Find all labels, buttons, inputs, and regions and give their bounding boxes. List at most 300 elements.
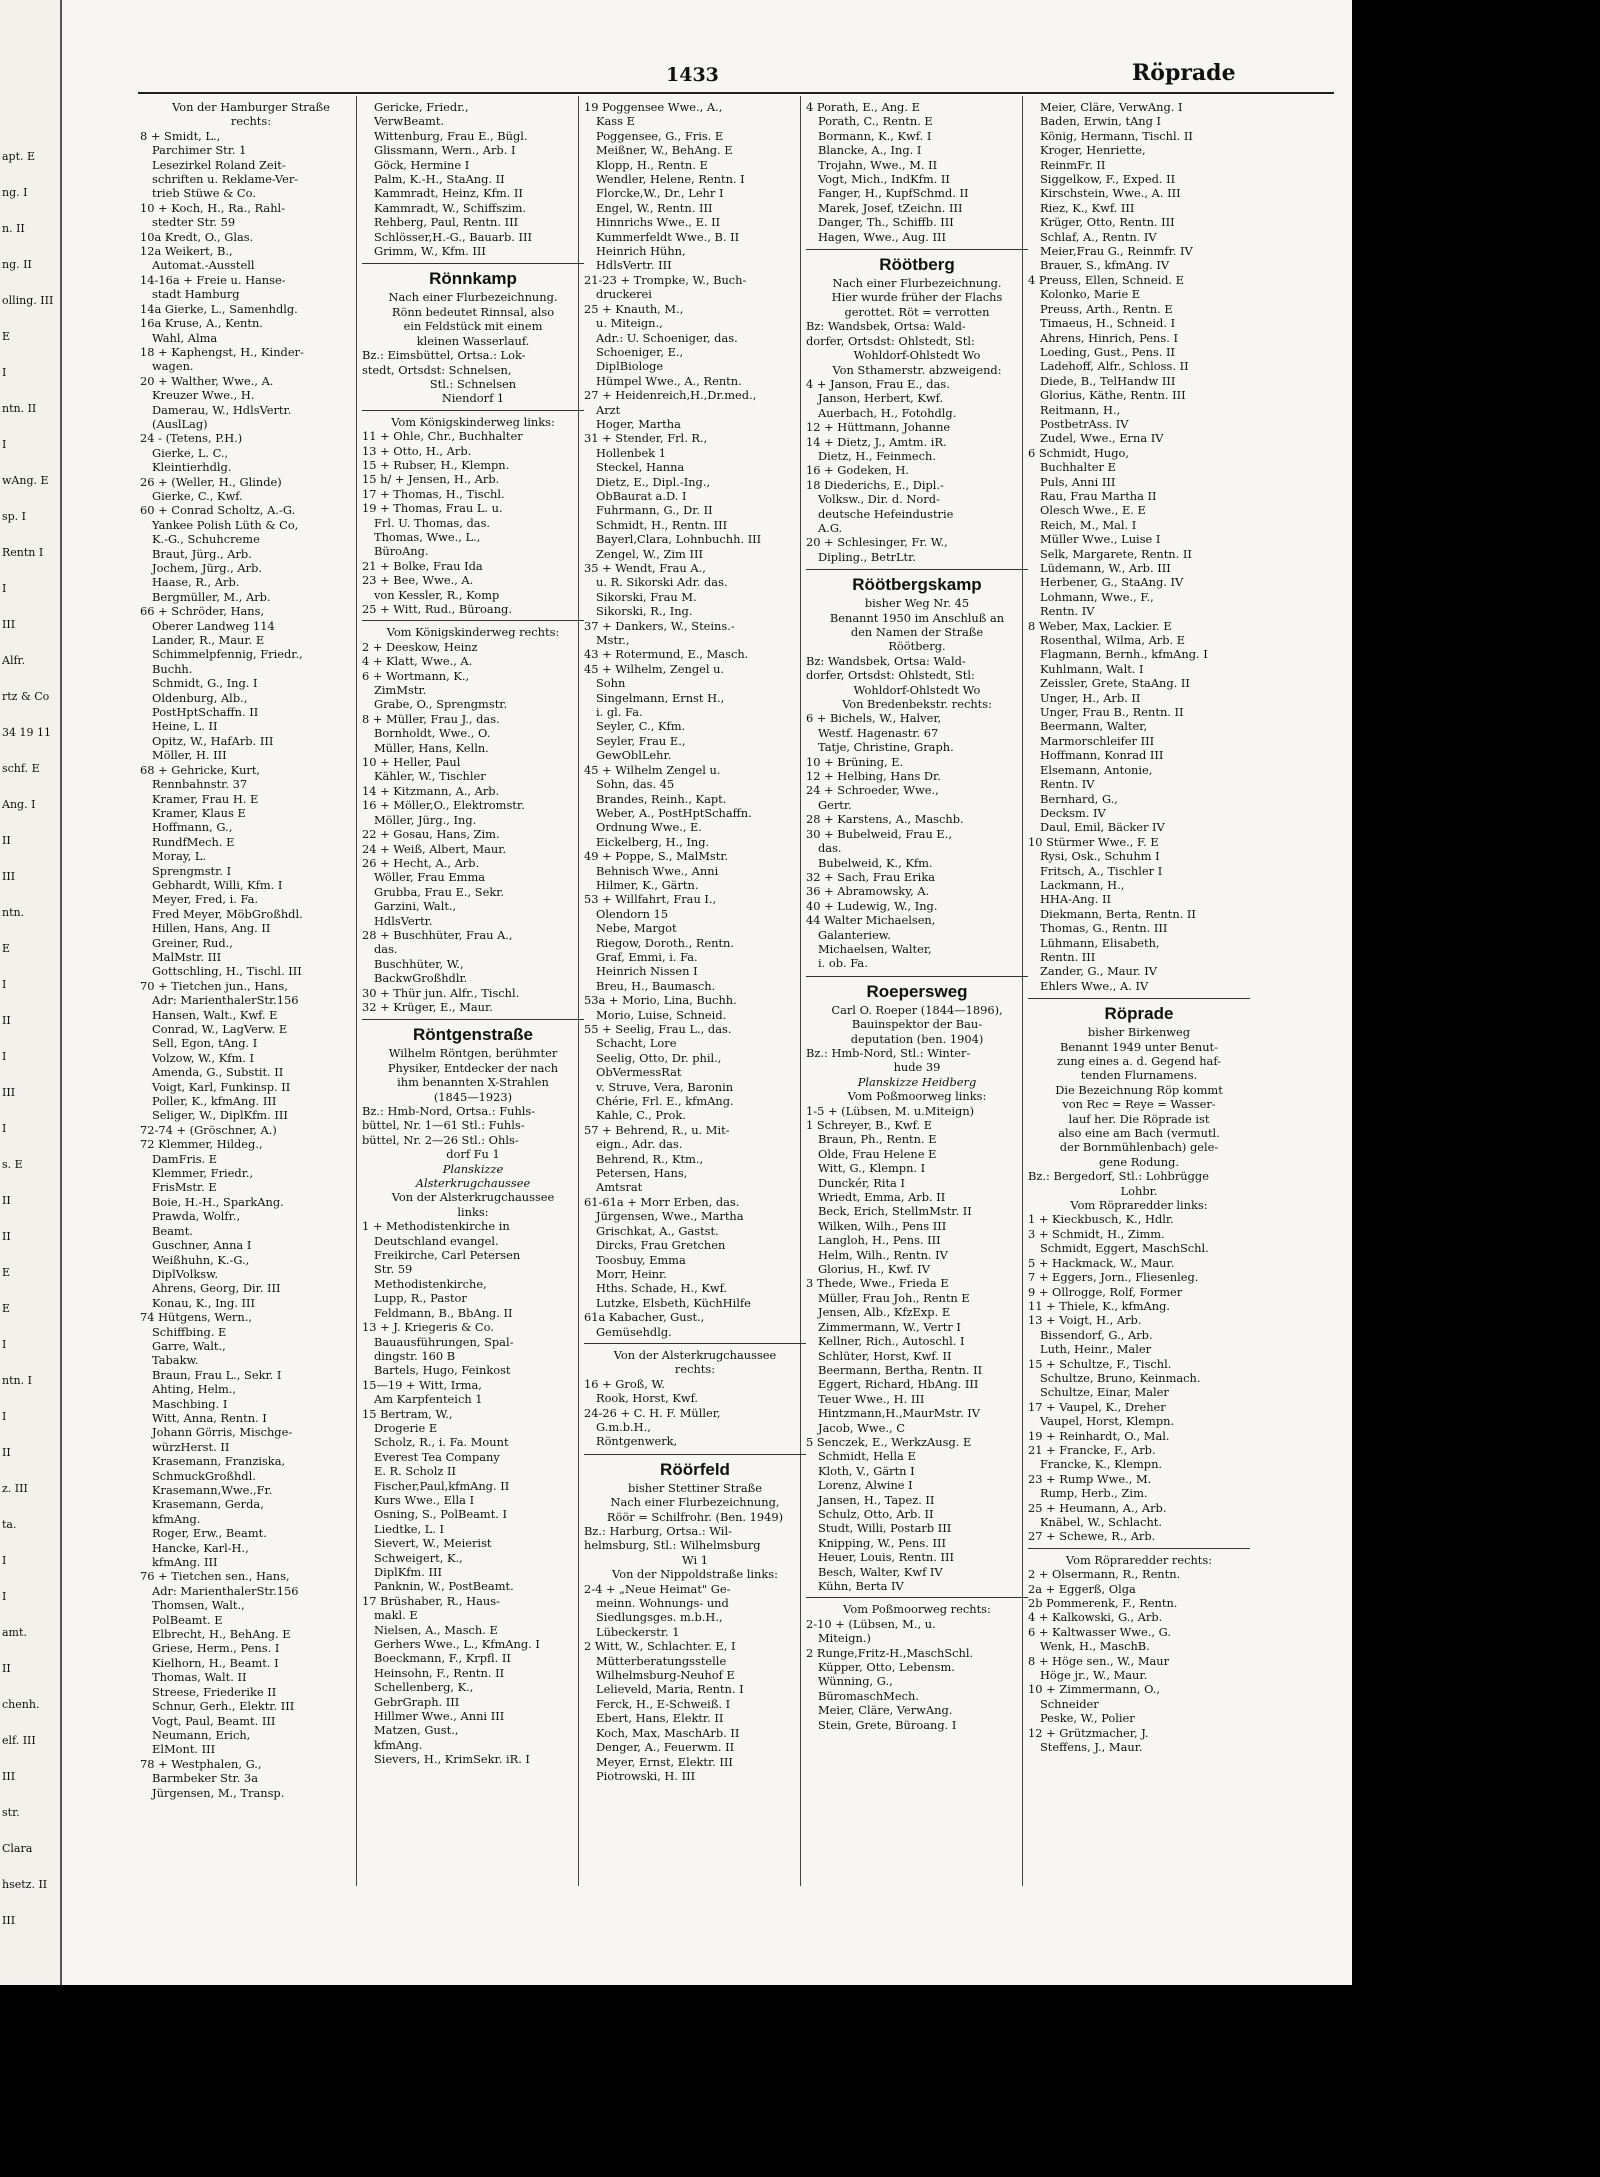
house-entry: 15 Bertram, W., — [362, 1406, 453, 1421]
house-entry: 13 + Otto, H., Arb. — [362, 443, 472, 458]
prev-page-fragment: I — [2, 978, 7, 991]
house-entry: 1 + Methodistenkirche in — [362, 1219, 510, 1234]
prev-page-fragment: I — [2, 582, 7, 595]
resident-entry: SchmuckGroßhdl. — [152, 1468, 256, 1483]
prev-page-fragment: III — [2, 1914, 16, 1927]
resident-entry: Haase, R., Arb. — [152, 575, 240, 590]
resident-entry: Parchimer Str. 1 — [152, 143, 247, 158]
resident-entry: Eggert, Richard, HbAng. III — [818, 1377, 979, 1392]
resident-entry: Wendler, Helene, Rentn. I — [596, 172, 745, 187]
resident-entry: Kirschstein, Wwe., A. III — [1040, 186, 1181, 201]
resident-entry: Lühmann, Elisabeth, — [1040, 935, 1160, 950]
resident-entry: Kleintierhdlg. — [152, 460, 232, 475]
resident-entry: Dunckér, Rita I — [818, 1175, 905, 1190]
resident-entry: Ahrens, Hinrich, Pens. I — [1040, 330, 1178, 345]
street-note: von Rec = Reye = Wasser- — [1062, 1097, 1216, 1112]
resident-entry: Jacob, Wwe., C — [818, 1420, 905, 1435]
resident-entry: Freikirche, Carl Petersen — [374, 1248, 521, 1263]
house-entry: 55 + Seelig, Frau L., das. — [584, 1022, 732, 1036]
resident-entry: Hümpel Wwe., A., Rentn. — [596, 373, 742, 388]
resident-entry: Glissmann, Wern., Arb. I — [374, 143, 516, 158]
house-entry: 13 + Voigt, H., Arb. — [1028, 1313, 1142, 1328]
resident-entry: Hansen, Walt., Kwf. E — [152, 1007, 278, 1022]
prev-page-fragment: Alfr. — [2, 654, 26, 667]
house-entry: 31 + Stender, Frl. R., — [584, 431, 708, 446]
resident-entry: Seliger, W., DiplKfm. III — [152, 1108, 288, 1123]
resident-entry: Volksw., Dir. d. Nord- — [818, 492, 940, 507]
resident-entry: Oldenburg, Alb., — [152, 690, 248, 705]
resident-entry: Krasemann, Franziska, — [152, 1454, 286, 1469]
house-entry: dorfer, Ortsdst: Ohlstedt, Stl: — [806, 668, 975, 683]
resident-entry: Rump, Herb., Zim. — [1040, 1486, 1148, 1501]
resident-entry: Yankee Polish Lüth & Co, — [152, 517, 299, 532]
resident-entry: Reich, M., Mal. I — [1040, 517, 1137, 532]
resident-entry: Damerau, W., HdlsVertr. — [152, 402, 292, 417]
resident-entry: Brauer, S., kfmAng. IV — [1040, 258, 1170, 273]
house-entry: 26 + (Weller, H., Glinde) — [140, 474, 282, 489]
house-entry: 12 + Grützmacher, J. — [1028, 1725, 1149, 1740]
street-note: ein Feldstück mit einem — [403, 319, 543, 334]
resident-entry: Schlösser,H.-G., Bauarb. III — [374, 229, 532, 244]
house-entry: 72-74 + (Gröschner, A.) — [140, 1122, 277, 1137]
street-note: Carl O. Roeper (1844—1896), — [831, 1002, 1003, 1017]
house-entry: büttel, Nr. 1—61 Stl.: Fuhls- — [362, 1118, 525, 1133]
resident-entry: Riegow, Doroth., Rentn. — [596, 935, 735, 950]
resident-entry: Witt, Anna, Rentn. I — [152, 1410, 267, 1425]
house-entry: 28 + Buschhüter, Frau A., — [362, 927, 513, 942]
resident-entry: Automat.-Ausstell — [152, 258, 255, 273]
resident-entry: Streese, Friederike II — [152, 1684, 277, 1699]
resident-entry: Decksm. IV — [1040, 805, 1106, 820]
resident-entry: Gierke, L. C., — [152, 445, 229, 460]
resident-entry: G.m.b.H., — [596, 1419, 651, 1434]
resident-entry: Johann Görris, Mischge- — [152, 1425, 293, 1440]
street-note: kleinen Wasserlauf. — [416, 333, 530, 348]
resident-entry: Brandes, Reinh., Kapt. — [596, 791, 727, 806]
resident-entry: Kuhlmann, Walt. I — [1040, 661, 1144, 676]
resident-entry: u. Miteign., — [596, 316, 663, 331]
resident-entry: Knipping, W., Pens. III — [818, 1535, 946, 1550]
resident-entry: Zander, G., Maur. IV — [1040, 964, 1158, 979]
resident-entry: Fred Meyer, MöbGroßhdl. — [152, 906, 303, 921]
resident-entry: Zimmermann, W., Vertr I — [818, 1319, 961, 1334]
resident-entry: PostHptSchaffn. II — [152, 705, 259, 720]
prev-page-fragment: III — [2, 1086, 16, 1099]
house-entry: 13 + J. Kriegeris & Co. — [362, 1320, 494, 1335]
house-entry: 68 + Gehricke, Kurt, — [140, 762, 261, 777]
resident-entry: Schoeniger, E., — [596, 344, 684, 359]
house-entry: 37 + Dankers, W., Steins.- — [584, 618, 735, 633]
street-note: Niendorf 1 — [441, 391, 505, 406]
prev-page-fragment: sp. I — [2, 510, 27, 523]
section-rule — [362, 620, 584, 621]
resident-entry: Gemüsehdlg. — [596, 1324, 672, 1339]
house-entry: Bz: Wandsbek, Ortsa: Wald- — [806, 653, 966, 668]
resident-entry: Siedlungsges. m.b.H., — [596, 1610, 723, 1625]
street-note: Alsterkrugchaussee — [415, 1176, 531, 1191]
resident-entry: Möller, Jürg., Ing. — [374, 812, 477, 827]
resident-entry: ObBaurat a.D. I — [596, 488, 687, 503]
house-entry: 2a + Eggerß, Olga — [1028, 1581, 1136, 1596]
house-entry: 2 + Olsermann, R., Rentn. — [1028, 1567, 1181, 1582]
house-entry: Bz: Wandsbek, Ortsa: Wald- — [806, 319, 966, 334]
resident-entry: Lohmann, Wwe., F., — [1040, 589, 1154, 604]
street-note: Vom Röpraredder links: — [1070, 1198, 1208, 1213]
resident-entry: kfmAng. — [374, 1737, 423, 1752]
resident-entry: Rau, Frau Martha II — [1040, 488, 1157, 503]
resident-entry: Sohn — [596, 676, 626, 691]
resident-entry: Lelieveld, Maria, Rentn. I — [596, 1682, 744, 1697]
column-3 — [584, 100, 806, 1900]
street-note: Vom Königskinderweg rechts: — [386, 625, 560, 640]
house-entry: 23 + Bee, Wwe., A. — [362, 573, 474, 588]
street-note: Von Sthamerstr. abzweigend: — [832, 362, 1002, 377]
resident-entry: Chérie, Frl. E., kfmAng. — [596, 1094, 734, 1109]
resident-entry: RundfMech. E — [152, 834, 235, 849]
resident-entry: Mütterberatungsstelle — [596, 1653, 727, 1668]
resident-entry: Beermann, Walter, — [1040, 719, 1148, 734]
prev-page-fragment: E — [2, 1266, 11, 1279]
resident-entry: Kähler, W., Tischler — [374, 769, 486, 784]
resident-entry: Poller, K., kfmAng. III — [152, 1094, 277, 1109]
street-note: Physiker, Entdecker der nach — [387, 1060, 559, 1075]
resident-entry: Gericke, Friedr., — [374, 100, 469, 114]
column-4 — [806, 100, 1028, 1900]
resident-entry: Marmorschleifer III — [1040, 733, 1155, 748]
section-rule — [584, 1343, 806, 1344]
resident-entry: Rennbahnstr. 37 — [152, 777, 248, 792]
resident-entry: Schacht, Lore — [596, 1036, 677, 1051]
house-entry: 10 Stürmer Wwe., F. E — [1028, 834, 1159, 849]
resident-entry: Sprengmstr. I — [152, 863, 232, 878]
resident-entry: Beermann, Bertha, Rentn. II — [818, 1362, 983, 1377]
street-note: Wohldorf-Ohlstedt Wo — [853, 348, 981, 363]
resident-entry: wagen. — [152, 359, 194, 374]
resident-entry: Hoger, Martha — [596, 416, 681, 431]
resident-entry: Methodistenkirche, — [374, 1276, 487, 1291]
resident-entry: Schmidt, Hella E — [818, 1449, 916, 1464]
resident-entry: Kammradt, W., Schiffszim. — [374, 200, 526, 215]
prev-page-fragment: rtz & Co — [2, 690, 50, 703]
resident-entry: Volzow, W., Kfm. I — [152, 1050, 255, 1065]
resident-entry: Glorius, H., Kwf. IV — [818, 1262, 930, 1277]
house-entry: 76 + Tietchen sen., Hans, — [140, 1569, 290, 1584]
resident-entry: Olendorn 15 — [596, 906, 669, 921]
resident-entry: Rysi, Osk., Schuhm I — [1040, 849, 1160, 864]
resident-entry: Maschbing. I — [152, 1396, 228, 1411]
house-entry: 5 Senczek, E., WerkzAusg. E — [806, 1434, 972, 1449]
resident-entry: Breu, H., Baumasch. — [596, 978, 716, 993]
prev-page-fragment: ntn. — [2, 906, 25, 919]
resident-entry: Fuhrmann, G., Dr. II — [596, 503, 713, 518]
prev-page-fragment: III — [2, 618, 16, 631]
resident-entry: Rehberg, Paul, Rentn. III — [374, 215, 519, 230]
resident-entry: Opitz, W., HafArb. III — [152, 733, 274, 748]
street-note: Stl.: Schnelsen — [429, 376, 517, 391]
resident-entry: Hintzmann,H.,MaurMstr. IV — [818, 1406, 981, 1421]
resident-entry: Kellner, Rich., Autoschl. I — [818, 1334, 965, 1349]
prev-page-fragment: II — [2, 1194, 11, 1207]
resident-entry: Grubba, Frau E., Sekr. — [374, 884, 505, 899]
resident-entry: Thomas, Wwe., L., — [374, 529, 481, 544]
resident-entry: ZimMstr. — [374, 683, 427, 698]
resident-entry: Unger, Frau B., Rentn. II — [1040, 705, 1184, 720]
resident-entry: Tatje, Christine, Graph. — [818, 740, 954, 755]
resident-entry: Petersen, Hans, — [596, 1166, 688, 1181]
resident-entry: Puls, Anni III — [1040, 474, 1116, 489]
resident-entry: Jürgensen, Wwe., Martha — [596, 1209, 744, 1224]
resident-entry: Sievers, H., KrimSekr. iR. I — [374, 1752, 530, 1767]
resident-entry: E. R. Scholz II — [374, 1464, 457, 1479]
resident-entry: Galanteriew. — [818, 927, 891, 942]
house-entry: 66 + Schröder, Hans, — [140, 604, 265, 619]
house-entry: 14 + Dietz, J., Amtm. iR. — [806, 434, 947, 449]
street-note: Von Bredenbekstr. rechts: — [842, 697, 992, 712]
resident-entry: Francke, K., Klempn. — [1040, 1457, 1163, 1472]
prev-page-fragment: chenh. — [2, 1698, 40, 1711]
resident-entry: Lackmann, H., — [1040, 877, 1125, 892]
street-note: Von der Alsterkrugchaussee — [391, 1190, 555, 1205]
resident-entry: Tabakw. — [152, 1353, 199, 1368]
resident-entry: Jensen, Alb., KfzExp. E — [818, 1305, 951, 1320]
resident-entry: Heinrich Nissen I — [596, 964, 698, 979]
prev-page-fragment: elf. III — [2, 1734, 36, 1747]
header-rule — [138, 92, 1334, 94]
resident-entry: Wilhelmsburg-Neuhof E — [596, 1668, 735, 1683]
resident-entry: Ehlers Wwe., A. IV — [1040, 978, 1149, 993]
street-note: Nach einer Flurbezeichnung. — [388, 290, 558, 305]
resident-entry: eign., Adr. das. — [596, 1137, 683, 1152]
house-entry: 11 + Thiele, K., kfmAng. — [1028, 1298, 1170, 1313]
house-entry: 24 + Schroeder, Wwe., — [806, 783, 939, 798]
house-entry: 8 + Müller, Frau J., das. — [362, 711, 500, 726]
house-entry: 15 + Rubser, H., Klempn. — [362, 457, 510, 472]
prev-page-fragment: III — [2, 1770, 16, 1783]
resident-entry: Am Karpfenteich 1 — [374, 1392, 483, 1407]
resident-entry: Schlüter, Horst, Kwf. II — [818, 1348, 952, 1363]
resident-entry: Moray, L. — [152, 849, 207, 864]
resident-entry: Daul, Emil, Bäcker IV — [1040, 820, 1165, 835]
resident-entry: Elsemann, Antonie, — [1040, 762, 1153, 777]
resident-entry: Arzt — [596, 402, 621, 417]
resident-entry: Garzini, Walt., — [374, 899, 457, 914]
house-entry: 16a Kruse, A., Kentn. — [140, 316, 263, 331]
street-note: Planskizze Heidberg — [857, 1074, 977, 1089]
resident-entry: Braun, Frau L., Sekr. I — [152, 1367, 282, 1382]
street-note: bisher Stettiner Straße — [628, 1480, 762, 1495]
resident-entry: Ferck, H., E-Schweiß. I — [596, 1696, 731, 1711]
resident-entry: Oberer Landweg 114 — [152, 618, 275, 633]
resident-entry: Müller Wwe., Luise I — [1040, 532, 1161, 547]
resident-entry: Amtsrat — [596, 1180, 643, 1195]
street-note: gerottet. Röt = verrotten — [844, 304, 990, 319]
resident-entry: Unger, H., Arb. II — [1040, 690, 1141, 705]
street-note: Benannt 1950 im Anschluß an — [829, 610, 1005, 625]
resident-entry: Teuer Wwe., H. III — [818, 1391, 925, 1406]
resident-entry: Schimmelpfennig, Friedr., — [152, 647, 303, 662]
resident-entry: König, Hermann, Tischl. II — [1040, 128, 1193, 143]
resident-entry: Kroger, Henriette, — [1040, 143, 1146, 158]
resident-entry: Lutzke, Elsbeth, KüchHilfe — [596, 1295, 751, 1310]
resident-entry: DiplBiologe — [596, 359, 664, 374]
house-entry: 2 + Deeskow, Heinz — [362, 639, 478, 654]
resident-entry: Trojahn, Wwe., M. II — [818, 157, 938, 172]
house-entry: 21-23 + Trompke, W., Buch- — [584, 272, 747, 287]
house-entry: dorfer, Ortsdst: Ohlstedt, Stl: — [806, 333, 975, 348]
section-rule — [362, 410, 584, 411]
prev-page-fragment: I — [2, 438, 7, 451]
resident-entry: Kielhorn, H., Beamt. I — [152, 1655, 279, 1670]
resident-entry: Helm, Wilh., Rentn. IV — [818, 1247, 948, 1262]
resident-entry: Buchhalter E — [1040, 460, 1116, 475]
column-5 — [1028, 100, 1250, 1900]
resident-entry: ObVermessRat — [596, 1065, 682, 1080]
previous-page-edge — [0, 0, 62, 1985]
resident-entry: K.-G., Schuhcreme — [152, 532, 260, 547]
resident-entry: Riez, K., Kwf. III — [1040, 200, 1135, 215]
house-entry: 44 Walter Michaelsen, — [806, 913, 936, 928]
street-heading: Röörfeld — [584, 1454, 806, 1481]
house-entry: 16 + Möller,O., Elektromstr. — [362, 798, 525, 813]
house-entry: 9 + Ollrogge, Rolf, Former — [1028, 1284, 1183, 1299]
resident-entry: Heinsohn, F., Rentn. II — [374, 1665, 505, 1680]
resident-entry: Voigt, Karl, Funkinsp. II — [152, 1079, 291, 1094]
resident-entry: Ebert, Hans, Elektr. II — [596, 1711, 724, 1726]
resident-entry: Florcke,W., Dr., Lehr I — [596, 186, 724, 201]
resident-entry: Hillen, Hans, Ang. II — [152, 921, 271, 936]
resident-entry: Klemmer, Friedr., — [152, 1166, 254, 1181]
resident-entry: Zengel, W., Zim III — [596, 546, 703, 561]
resident-entry: v. Struve, Vera, Baronin — [596, 1079, 734, 1094]
resident-entry: Reitmann, H., — [1040, 402, 1121, 417]
street-note: Von der Nippoldstraße links: — [612, 1567, 778, 1582]
resident-entry: Müller, Hans, Kelln. — [374, 740, 489, 755]
resident-entry: Blancke, A., Ing. I — [818, 143, 922, 158]
house-entry: 78 + Westphalen, G., — [140, 1756, 262, 1771]
resident-entry: Kramer, Klaus E — [152, 805, 246, 820]
resident-entry: Kammradt, Heinz, Kfm. II — [374, 186, 523, 201]
house-entry: 43 + Rotermund, E., Masch. — [584, 647, 749, 662]
resident-entry: Bartels, Hugo, Feinkost — [374, 1363, 511, 1378]
resident-entry: Panknin, W., PostBeamt. — [374, 1579, 514, 1594]
street-note: gene Rodung. — [1098, 1154, 1180, 1169]
street-heading: Röötbergskamp — [806, 569, 1028, 596]
resident-entry: von Kessler, R., Komp — [374, 587, 500, 602]
resident-entry: Thomas, G., Rentn. III — [1040, 921, 1168, 936]
resident-entry: Steckel, Hanna — [596, 460, 685, 475]
resident-entry: das. — [818, 841, 842, 856]
resident-entry: kfmAng. — [152, 1511, 201, 1526]
resident-entry: Drogerie E — [374, 1420, 438, 1435]
resident-entry: Weber, A., PostHptSchaffn. — [596, 805, 752, 820]
house-entry: 1 + Kieckbusch, K., Hdlr. — [1028, 1212, 1174, 1227]
resident-entry: Griese, Herm., Pens. I — [152, 1641, 280, 1656]
house-entry: 10 + Brüning, E. — [806, 754, 904, 769]
house-entry: 53a + Morio, Lina, Buchh. — [584, 993, 737, 1008]
street-note: Vom Königskinderweg links: — [391, 414, 555, 429]
resident-entry: Vaupel, Horst, Klempn. — [1040, 1414, 1175, 1429]
resident-entry: Garre, Walt., — [152, 1338, 226, 1353]
resident-entry: DiplVolksw. — [152, 1266, 219, 1281]
resident-entry: Lorenz, Alwine I — [818, 1478, 913, 1493]
resident-entry: BüromaschMech. — [818, 1688, 919, 1703]
street-note: Röör = Schilfrohr. (Ben. 1949) — [606, 1509, 784, 1524]
resident-entry: DiplKfm. III — [374, 1565, 442, 1579]
resident-entry: Wriedt, Emma, Arb. II — [818, 1190, 946, 1205]
resident-entry: Jochem, Jürg., Arb. — [152, 561, 263, 575]
resident-entry: makl. E — [374, 1608, 418, 1623]
prev-page-fragment: ntn. I — [2, 1374, 32, 1387]
house-entry: 2 Witt, W., Schlachter. E, I — [584, 1639, 736, 1654]
street-note: dorf Fu 1 — [446, 1147, 500, 1162]
resident-entry: Conrad, W., LagVerw. E — [152, 1022, 288, 1036]
street-note: Planskizze — [442, 1161, 504, 1176]
prev-page-fragment: ng. I — [2, 186, 28, 199]
resident-entry: Krasemann, Gerda, — [152, 1497, 264, 1512]
house-entry: 17 + Vaupel, K., Dreher — [1028, 1399, 1166, 1414]
resident-entry: Loeding, Gust., Pens. II — [1040, 344, 1176, 359]
column-1 — [140, 100, 362, 1900]
house-entry: 32 + Sach, Frau Erika — [806, 869, 936, 884]
resident-entry: Scholz, R., i. Fa. Mount — [374, 1435, 509, 1450]
house-entry: 53 + Willfahrt, Frau I., — [584, 892, 717, 907]
resident-entry: Miteign.) — [818, 1631, 871, 1646]
resident-entry: BackwGroßhdlr. — [374, 971, 468, 986]
resident-entry: Westf. Hagenastr. 67 — [818, 725, 939, 740]
street-note: Bauinspektor der Bau- — [851, 1017, 983, 1032]
resident-entry: Steffens, J., Maur. — [1040, 1740, 1143, 1755]
resident-entry: Glorius, Käthe, Rentn. III — [1040, 388, 1186, 403]
house-entry: 17 Brüshaber, R., Haus- — [362, 1593, 500, 1608]
house-entry: helmsburg, Stl.: Wilhelmsburg — [584, 1538, 761, 1553]
house-entry: 7 + Eggers, Jorn., Fliesenleg. — [1028, 1270, 1199, 1285]
resident-entry: Denger, A., Feuerwm. II — [596, 1740, 735, 1755]
house-entry: 72 Klemmer, Hildeg., — [140, 1137, 263, 1152]
resident-entry: Schweigert, K., — [374, 1550, 463, 1565]
house-entry: 49 + Poppe, S., MalMstr. — [584, 849, 729, 864]
resident-entry: Roger, Erw., Beamt. — [152, 1526, 267, 1541]
house-entry: 14a Gierke, L., Samenhdlg. — [140, 301, 298, 316]
street-note: Vom Röpraredder rechts: — [1065, 1552, 1213, 1567]
prev-page-fragment: n. II — [2, 222, 25, 235]
house-entry: 6 + Kaltwasser Wwe., G. — [1028, 1624, 1171, 1639]
street-note: bisher Weg Nr. 45 — [864, 596, 970, 611]
resident-entry: Dipling., BetrLtr. — [818, 549, 916, 564]
resident-entry: Siggelkow, F., Exped. II — [1040, 172, 1176, 187]
resident-entry: Bernhard, G., — [1040, 791, 1118, 806]
resident-entry: Krüger, Otto, Rentn. III — [1040, 215, 1175, 230]
resident-entry: Deutschland evangel. — [374, 1233, 499, 1248]
street-note: deputation (ben. 1904) — [850, 1031, 984, 1046]
house-entry: 19 + Reinhardt, O., Mal. — [1028, 1428, 1170, 1443]
resident-entry: Weißhuhn, K.-G., — [152, 1252, 250, 1267]
resident-entry: Liedtke, L. I — [374, 1521, 445, 1536]
house-entry: 12 + Hüttmann, Johanne — [806, 420, 951, 435]
prev-page-fragment: I — [2, 1590, 7, 1603]
street-note: Rönn bedeutet Rinnsal, also — [391, 304, 555, 319]
resident-entry: Adr: MarienthalerStr.156 — [152, 1583, 299, 1598]
resident-entry: Kurs Wwe., Ella I — [374, 1492, 475, 1507]
house-entry: 28 + Karstens, A., Maschb. — [806, 812, 964, 827]
resident-entry: Jürgensen, M., Transp. — [152, 1785, 285, 1800]
section-rule — [1028, 1548, 1250, 1549]
resident-entry: Rentn. III — [1040, 949, 1096, 964]
house-entry: 6 + Wortmann, K., — [362, 668, 470, 683]
street-note: links: — [457, 1204, 489, 1219]
street-note: rechts: — [230, 114, 272, 129]
resident-entry: Wünning, G., — [818, 1674, 893, 1689]
resident-entry: Olde, Frau Helene E — [818, 1146, 937, 1161]
